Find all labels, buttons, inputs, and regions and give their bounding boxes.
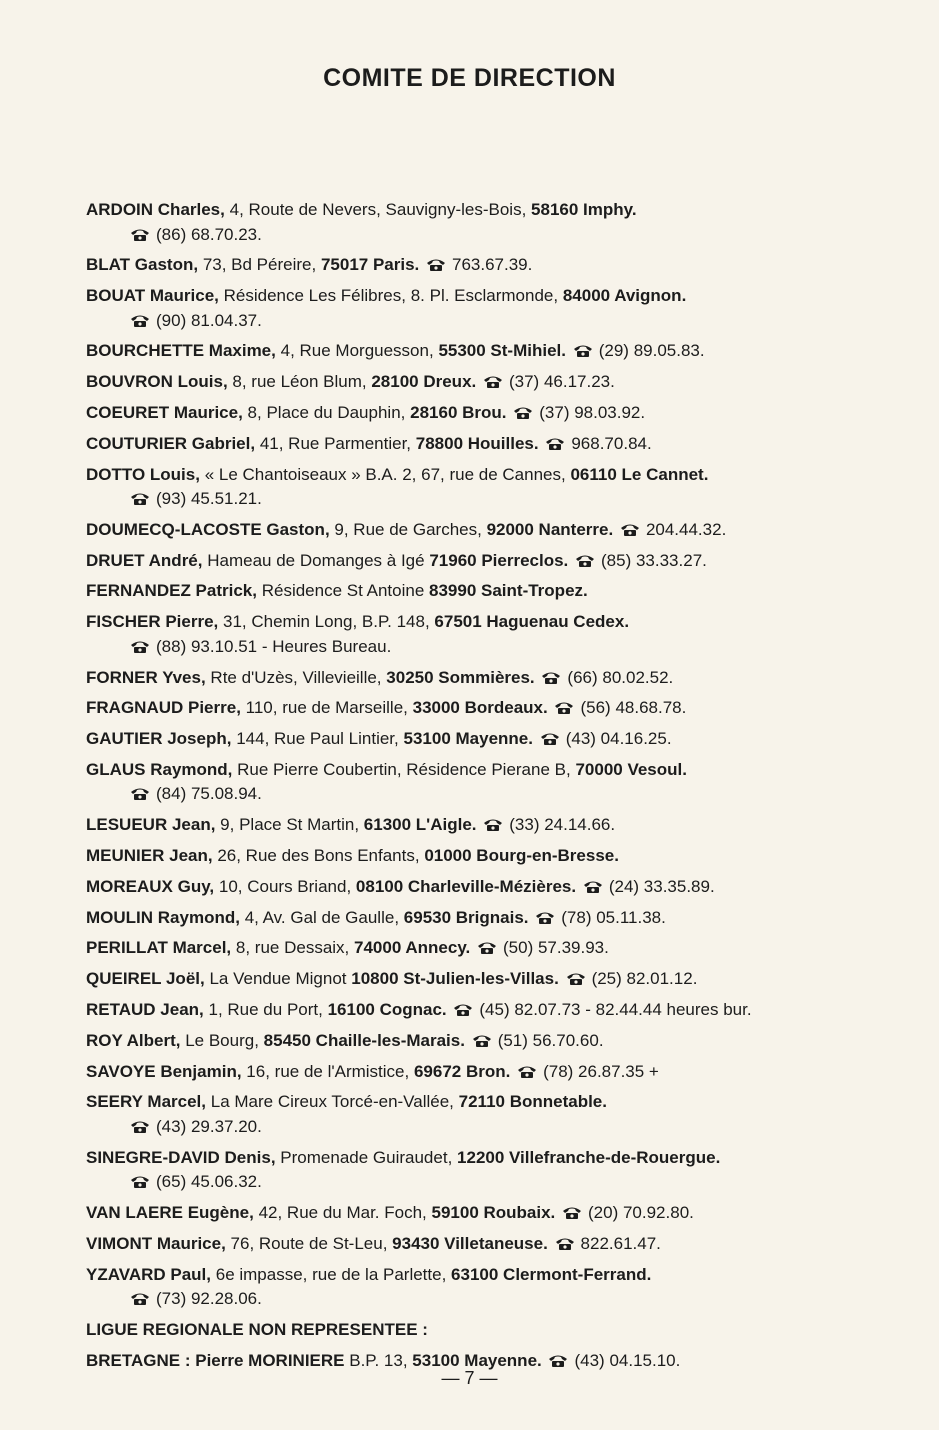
member-phone: (86) 68.70.23. xyxy=(156,224,262,244)
member-city: 28100 Dreux. xyxy=(371,372,477,392)
directory-entry xyxy=(86,198,881,247)
telephone-icon xyxy=(540,731,560,746)
telephone-icon xyxy=(483,374,503,389)
member-city: 55300 St-Mihiel. xyxy=(438,341,566,361)
member-city: 30250 Sommières. xyxy=(386,667,535,687)
telephone-icon xyxy=(472,1033,492,1048)
member-city: 78800 Houilles. xyxy=(415,433,539,453)
member-city: 01000 Bourg-en-Bresse. xyxy=(424,846,619,866)
member-name: SINEGRE-DAVID Denis, xyxy=(86,1147,276,1167)
member-address: Rte d'Uzès, Villevieille, xyxy=(210,667,382,687)
telephone-icon xyxy=(573,343,593,358)
member-phone: (51) 56.70.60. xyxy=(497,1030,604,1050)
member-address: 9, Rue de Garches, xyxy=(334,519,482,539)
directory-entry xyxy=(86,518,881,543)
member-city: 08100 Charleville-Mézières. xyxy=(355,876,577,896)
telephone-icon xyxy=(545,436,565,451)
member-address: 4, Route de Nevers, Sauvigny-les-Bois, xyxy=(229,200,527,219)
member-phone: (73) 92.28.06. xyxy=(156,1289,262,1309)
telephone-icon xyxy=(541,670,561,685)
directory-entry xyxy=(86,339,881,364)
member-address: La Mare Cireux Torcé-en-Vallée, xyxy=(210,1092,454,1112)
member-city: 33000 Bordeaux. xyxy=(412,698,548,718)
member-name: LESUEUR Jean, xyxy=(86,815,216,835)
member-name: QUEIREL Joël, xyxy=(86,969,205,989)
directory-entry xyxy=(86,758,881,807)
member-address: B.P. 13, xyxy=(349,1351,408,1371)
member-name: DOUMECQ-LACOSTE Gaston, xyxy=(86,519,330,539)
telephone-icon xyxy=(483,817,503,832)
member-phone: (29) 89.05.83. xyxy=(598,341,705,361)
member-address: La Vendue Mignot xyxy=(209,969,347,989)
member-address: 6e impasse, rue de la Parlette, xyxy=(215,1264,447,1284)
member-name: SAVOYE Benjamin, xyxy=(86,1061,242,1081)
member-address: Résidence St Antoine xyxy=(261,581,425,601)
telephone-icon xyxy=(583,879,603,894)
member-phone: (90) 81.04.37. xyxy=(156,310,262,330)
member-name: VIMONT Maurice, xyxy=(86,1233,226,1253)
member-address: 110, rue de Marseille, xyxy=(245,698,408,718)
member-address: Résidence Les Félibres, 8. Pl. Esclarmonde, xyxy=(223,286,559,306)
member-city: 70000 Vesoul. xyxy=(575,759,687,779)
member-address: 76, Route de St-Leu, xyxy=(230,1233,388,1253)
member-address: 10, Cours Briand, xyxy=(218,876,352,896)
member-address: Rue Pierre Coubertin, Résidence Pierane B, xyxy=(237,759,571,779)
member-address: 9, Place St Martin, xyxy=(220,815,360,835)
directory-entry xyxy=(86,610,881,659)
telephone-icon xyxy=(554,700,574,715)
member-phone: (45) 82.07.73 - 82.44.44 heures bur. xyxy=(479,1000,752,1020)
member-name: RETAUD Jean, xyxy=(86,1000,204,1020)
directory-entry xyxy=(86,696,881,721)
telephone-icon xyxy=(555,1236,575,1251)
directory-entry xyxy=(86,401,881,426)
member-name: BOURCHETTE Maxime, xyxy=(86,341,276,361)
member-name: BLAT Gaston, xyxy=(86,255,199,275)
member-address: Promenade Guiraudet, xyxy=(280,1147,453,1167)
member-name: FERNANDEZ Patrick, xyxy=(86,581,257,601)
member-city: 93430 Villetaneuse. xyxy=(392,1233,548,1253)
telephone-icon xyxy=(130,639,150,654)
directory-entry xyxy=(86,967,881,992)
member-name: ROY Albert, xyxy=(86,1030,181,1050)
member-name: YZAVARD Paul, xyxy=(86,1264,211,1284)
member-phone: (43) 04.16.25. xyxy=(565,729,672,749)
telephone-icon xyxy=(513,405,533,420)
directory-entry xyxy=(86,666,881,691)
region-label: BRETAGNE : xyxy=(86,1351,191,1371)
member-name: GAUTIER Joseph, xyxy=(86,729,232,749)
member-phone: (50) 57.39.93. xyxy=(503,938,609,958)
member-address: 73, Bd Péreire, xyxy=(202,255,317,275)
member-phone: (20) 70.92.80. xyxy=(588,1203,694,1223)
member-phone: (43) 04.15.10. xyxy=(574,1351,681,1371)
telephone-icon xyxy=(130,313,150,328)
member-address: 4, Av. Gal de Gaulle, xyxy=(244,907,400,927)
directory-entry xyxy=(86,1201,881,1226)
directory-entry xyxy=(86,463,881,512)
telephone-icon xyxy=(130,786,150,801)
member-name: FORNER Yves, xyxy=(86,667,206,687)
telephone-icon xyxy=(575,553,595,568)
member-city: 92000 Nanterre. xyxy=(486,519,614,539)
directory-entry xyxy=(86,549,881,574)
member-city: 58160 Imphy. xyxy=(531,200,637,219)
member-phone: 763.67.39. xyxy=(452,255,533,275)
telephone-icon xyxy=(562,1205,582,1220)
member-address: 42, Rue du Mar. Foch, xyxy=(258,1203,427,1223)
member-name: BOUAT Maurice, xyxy=(86,286,219,306)
member-city: 69672 Bron. xyxy=(413,1061,511,1081)
telephone-icon xyxy=(548,1353,568,1368)
member-phone: 204.44.32. xyxy=(645,519,727,539)
telephone-icon xyxy=(130,1291,150,1306)
member-city: 61300 L'Aigle. xyxy=(363,815,477,835)
directory-entry xyxy=(86,727,881,752)
page-number: — 7 — xyxy=(441,1368,498,1388)
member-phone: 968.70.84. xyxy=(571,433,652,453)
directory-entry xyxy=(86,1029,881,1054)
telephone-icon xyxy=(566,971,586,986)
member-city: 85450 Chaille-les-Marais. xyxy=(263,1030,465,1050)
member-phone: (37) 46.17.23. xyxy=(508,372,615,392)
member-name: VAN LAERE Eugène, xyxy=(86,1203,254,1223)
member-phone: (56) 48.68.78. xyxy=(580,698,687,718)
member-name: BOUVRON Louis, xyxy=(86,372,228,392)
member-phone: (65) 45.06.32. xyxy=(156,1172,262,1192)
directory-list xyxy=(86,198,881,1380)
member-address: « Le Chantoiseaux » B.A. 2, 67, rue de Cannes, xyxy=(204,464,566,484)
member-name: COEURET Maurice, xyxy=(86,402,243,422)
directory-entry xyxy=(86,813,881,838)
member-address: 8, rue Dessaix, xyxy=(235,938,350,958)
member-name: DOTTO Louis, xyxy=(86,464,200,484)
member-city: 53100 Mayenne. xyxy=(412,1351,542,1371)
member-address: Hameau de Domanges à Igé xyxy=(207,550,425,570)
directory-entry xyxy=(86,1263,881,1312)
directory-entry xyxy=(86,844,881,869)
member-name: Pierre MORINIERE xyxy=(195,1351,345,1371)
telephone-icon xyxy=(517,1064,537,1079)
member-city: 74000 Annecy. xyxy=(354,938,471,958)
member-phone: (37) 98.03.92. xyxy=(539,402,646,422)
member-phone: (85) 33.33.27. xyxy=(601,550,707,570)
telephone-icon xyxy=(130,491,150,506)
member-name: PERILLAT Marcel, xyxy=(86,938,232,958)
member-city: 71960 Pierreclos. xyxy=(429,550,569,570)
member-address: 16, rue de l'Armistice, xyxy=(246,1061,410,1081)
member-city: 06110 Le Cannet. xyxy=(570,464,709,484)
directory-entry xyxy=(86,906,881,931)
telephone-icon xyxy=(620,522,640,537)
member-name: MEUNIER Jean, xyxy=(86,846,213,866)
directory-entry xyxy=(86,253,881,278)
member-city: 12200 Villefranche-de-Rouergue. xyxy=(457,1147,721,1167)
directory-entry xyxy=(86,284,881,333)
directory-entry xyxy=(86,370,881,395)
member-city: 28160 Brou. xyxy=(410,402,507,422)
telephone-icon xyxy=(535,910,555,925)
member-name: DRUET André, xyxy=(86,550,203,570)
member-phone: (78) 05.11.38. xyxy=(561,907,666,927)
member-name: MOREAUX Guy, xyxy=(86,876,215,896)
member-city: 75017 Paris. xyxy=(320,255,420,275)
member-address: 26, Rue des Bons Enfants, xyxy=(217,846,420,866)
member-city: 10800 St-Julien-les-Villas. xyxy=(351,969,559,989)
telephone-icon xyxy=(130,1119,150,1134)
member-city: 84000 Avignon. xyxy=(562,286,687,306)
member-phone: (88) 93.10.51 - Heures Bureau. xyxy=(156,636,392,656)
member-address: 31, Chemin Long, B.P. 148, xyxy=(223,612,430,632)
telephone-icon xyxy=(453,1002,473,1017)
member-phone: (43) 29.37.20. xyxy=(156,1116,262,1136)
member-phone: (25) 82.01.12. xyxy=(591,969,698,989)
directory-entry xyxy=(86,432,881,457)
member-phone: (78) 26.87.35 + xyxy=(543,1061,659,1081)
member-city: 83990 Saint-Tropez. xyxy=(429,581,588,601)
member-phone: (93) 45.51.21. xyxy=(156,489,262,509)
member-city: 67501 Haguenau Cedex. xyxy=(434,612,630,632)
member-name: FRAGNAUD Pierre, xyxy=(86,698,241,718)
member-name: MOULIN Raymond, xyxy=(86,907,240,927)
member-city: 72110 Bonnetable. xyxy=(458,1092,607,1112)
member-address: 41, Rue Parmentier, xyxy=(259,433,412,453)
page-title: COMITE DE DIRECTION xyxy=(323,64,616,92)
telephone-icon xyxy=(426,257,446,272)
member-city: 59100 Roubaix. xyxy=(431,1203,556,1223)
directory-entry xyxy=(86,1060,881,1085)
directory-entry xyxy=(86,998,881,1023)
member-phone: (33) 24.14.66. xyxy=(509,815,616,835)
member-phone: (24) 33.35.89. xyxy=(608,876,715,896)
member-phone: 822.61.47. xyxy=(580,1233,661,1253)
member-city: 53100 Mayenne. xyxy=(403,729,533,749)
member-address: 8, Place du Dauphin, xyxy=(247,402,406,422)
telephone-icon xyxy=(130,1174,150,1189)
telephone-icon xyxy=(130,227,150,242)
member-address: 8, rue Léon Blum, xyxy=(232,372,367,392)
member-name: COUTURIER Gabriel, xyxy=(86,433,256,453)
member-address: Le Bourg, xyxy=(185,1030,259,1050)
member-name: SEERY Marcel, xyxy=(86,1092,207,1112)
member-name: FISCHER Pierre, xyxy=(86,612,219,632)
directory-entry xyxy=(86,936,881,961)
directory-entry xyxy=(86,875,881,900)
directory-entry xyxy=(86,579,881,604)
directory-entry xyxy=(86,1090,881,1139)
member-city: 16100 Cognac. xyxy=(327,1000,447,1020)
directory-entry xyxy=(86,1232,881,1257)
member-phone: (84) 75.08.94. xyxy=(156,784,262,804)
member-address: 144, Rue Paul Lintier, xyxy=(236,729,399,749)
member-address: 1, Rue du Port, xyxy=(208,1000,323,1020)
member-address: 4, Rue Morguesson, xyxy=(280,341,434,361)
member-name: ARDOIN Charles, xyxy=(86,200,225,219)
section-heading: LIGUE REGIONALE NON REPRESENTEE : xyxy=(86,1319,428,1339)
member-phone: (66) 80.02.52. xyxy=(567,667,674,687)
member-city: 69530 Brignais. xyxy=(403,907,529,927)
directory-entry xyxy=(86,1146,881,1195)
member-city: 63100 Clermont-Ferrand. xyxy=(451,1264,652,1284)
member-name: GLAUS Raymond, xyxy=(86,759,233,779)
telephone-icon xyxy=(477,940,497,955)
